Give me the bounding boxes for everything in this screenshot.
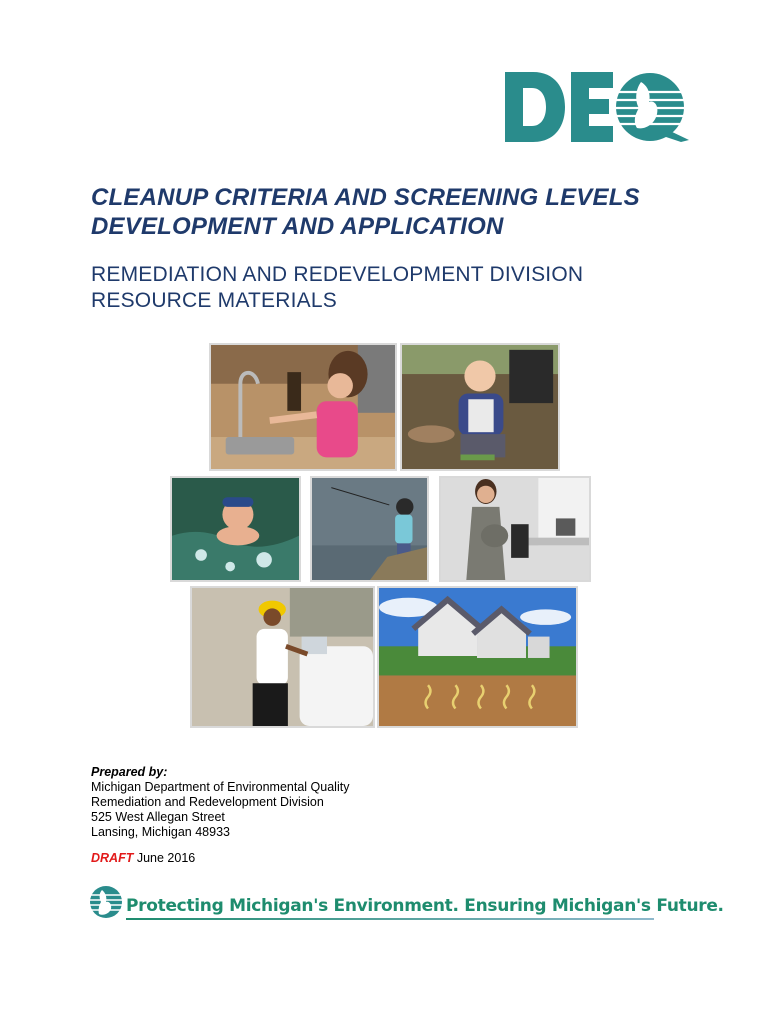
prepared-line-city: Lansing, Michigan 48933 <box>91 825 230 839</box>
prepared-by-block <box>91 765 591 840</box>
prepared-by-header: Prepared by: <box>91 765 168 779</box>
michigan-globe-icon <box>88 884 124 920</box>
subtitle-line-2: RESOURCE MATERIALS <box>91 289 337 312</box>
title-line-2: DEVELOPMENT AND APPLICATION <box>91 213 504 240</box>
slogan-text: Protecting Michigan's Environment. Ensuring Michigan's Future. <box>126 896 724 916</box>
prepared-line-division: Remediation and Redevelopment Division <box>91 795 324 809</box>
deq-logo <box>503 70 689 144</box>
photo-toddler-in-dirt <box>400 343 560 471</box>
title-line-1: CLEANUP CRITERIA AND SCREENING LEVELS <box>91 184 640 211</box>
draft-label: DRAFT <box>91 851 134 865</box>
photo-pregnant-woman-office <box>439 476 591 582</box>
slogan-banner <box>88 884 724 924</box>
photo-house-vapor-diagram <box>377 586 578 728</box>
draft-date-text: June 2016 <box>133 851 196 865</box>
subtitle-line-1: REMEDIATION AND REDEVELOPMENT DIVISION <box>91 263 584 286</box>
prepared-line-street: 525 West Allegan Street <box>91 810 225 824</box>
document-subtitle <box>91 262 731 314</box>
document-title <box>91 183 731 241</box>
photo-woman-with-laptop <box>190 586 375 728</box>
photo-girl-washing-hands <box>209 343 397 471</box>
prepared-line-agency: Michigan Department of Environmental Quality <box>91 780 350 794</box>
photo-child-fishing <box>310 476 429 582</box>
photo-boy-swimming <box>170 476 301 582</box>
draft-date <box>91 851 195 865</box>
slogan-underline <box>126 918 654 920</box>
